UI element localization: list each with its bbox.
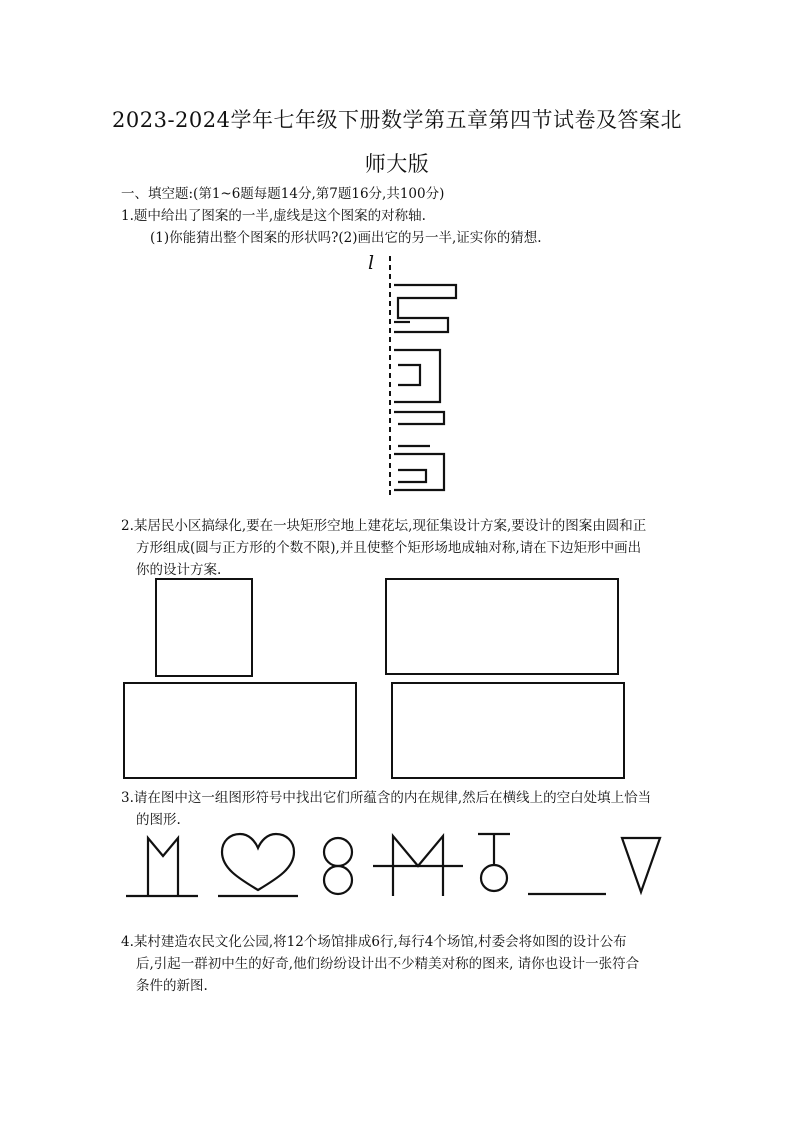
- symbol-heart-on-line: [218, 834, 298, 896]
- page-title: 2023-2024学年七年级下册数学第五章第四节试卷及答案北: [112, 108, 682, 132]
- question-4-line-1: 4.某村建造农民文化公园,将12个场馆排成6行,每行4个场馆,村委会将如图的设计公布: [121, 934, 627, 950]
- question-4-line-2: 后,引起一群初中生的好奇,他们纷纷设计出不少精美对称的图来, 请你也设计一张符合: [136, 956, 640, 972]
- square-field: [156, 579, 252, 676]
- symbol-t-circle: [478, 834, 510, 891]
- question-1-subtext: (1)你能猜出整个图案的形状吗?(2)画出它的另一半,证实你的猜想.: [150, 230, 542, 246]
- half-pattern-figure: [370, 250, 470, 502]
- rectangle-field-bottom-left: [124, 683, 356, 778]
- symbol-eight: [324, 838, 352, 894]
- question-4-line-3: 条件的新图.: [136, 978, 208, 994]
- rectangle-field-top-right: [386, 579, 618, 674]
- question-1-text: 1.题中给出了图案的一半,虚线是这个图案的对称轴.: [121, 208, 426, 224]
- question-2-line-2: 方形组成(圆与正方形的个数不限),并且使整个矩形场地成轴对称,请在下边矩形中画出: [136, 540, 642, 556]
- question-3-line-2: 的图形.: [136, 812, 181, 828]
- page-title-continued: 师大版: [364, 152, 430, 176]
- question-2-line-1: 2.某居民小区搞绿化,要在一块矩形空地上建花坛,现征集设计方案,要设计的图案由圆和正: [121, 518, 647, 534]
- symbol-m-on-line: [126, 838, 198, 896]
- section-heading: 一、填空题:(第1~6题每题14分,第7题16分,共100分): [121, 186, 445, 202]
- question-2-line-3: 你的设计方案.: [136, 562, 222, 578]
- symbol-triangle: [622, 838, 660, 892]
- design-rectangles: [120, 576, 630, 781]
- axis-label: l: [368, 252, 375, 274]
- symbol-sequence: [118, 826, 668, 906]
- question-3-line-1: 3.请在图中这一组图形符号中找出它们所蕴含的内在规律,然后在横线上的空白处填上恰当: [121, 790, 652, 806]
- half-pattern: [394, 285, 456, 490]
- symbol-m-crossed: [373, 836, 463, 896]
- rectangle-field-bottom-right: [392, 683, 624, 778]
